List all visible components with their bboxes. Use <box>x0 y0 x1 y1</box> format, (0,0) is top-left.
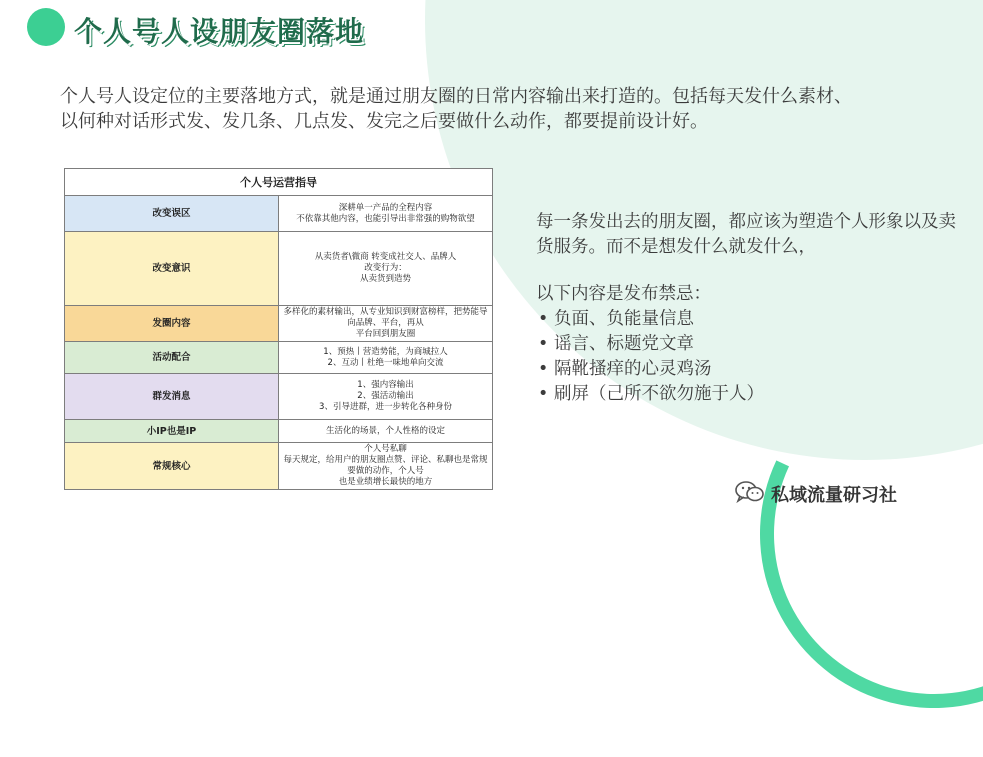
table-row <box>65 232 493 306</box>
title-dot-icon <box>27 8 65 46</box>
row-content <box>279 374 493 420</box>
row-content-line: 平台回到朋友圈 <box>355 329 416 339</box>
row-content <box>279 443 493 490</box>
watermark-text: 私域流量研习社 <box>771 485 897 506</box>
table-row <box>65 443 493 490</box>
guideline-paragraph: 每一条发出去的朋友圈，都应该为塑造个人形象以及卖货服务。而不是想发什么就发什么， <box>536 212 956 257</box>
table-row <box>65 420 493 443</box>
row-content-line: 从卖货到造势 <box>359 274 411 284</box>
row-content-line: 2、强活动输出 <box>357 391 414 401</box>
table-row <box>65 374 493 420</box>
table-title: 个人号运营指导 <box>65 169 493 196</box>
row-content <box>279 196 493 232</box>
row-content-line: 从卖货者\微商 转变成社交人、品牌人 <box>314 252 457 262</box>
page-title: 个人号人设朋友圈落地 <box>74 15 365 48</box>
row-label: 改变意识 <box>65 232 279 306</box>
list-item: • 隔靴搔痒的心灵鸡汤 <box>536 357 956 382</box>
row-content-line: 多样化的素材输出，从专业知识到财富榜样，把势能导向品牌、平台，再从 <box>283 307 488 328</box>
row-label: 活动配合 <box>65 342 279 374</box>
row-content-line: 2、互动丨杜绝一味地单向交流 <box>327 357 444 368</box>
table-row <box>65 306 493 342</box>
row-content <box>279 420 493 443</box>
row-label: 发圈内容 <box>65 306 279 342</box>
list-item: • 谣言、标题党文章 <box>536 332 956 357</box>
intro-line-2: 以何种对话形式发、发几条、几点发、发完之后要做什么动作，都要提前设计好。 <box>60 111 708 132</box>
row-content-line: 改变行为： <box>364 263 407 273</box>
row-content-line: 1、强内容输出 <box>357 380 414 390</box>
taboo-title: 以下内容是发布禁忌： <box>536 284 711 304</box>
taboo-list <box>536 307 956 407</box>
table-row <box>65 342 493 374</box>
row-content-line: 也是业绩增长最快的地方 <box>338 477 433 487</box>
row-content-line: 每天规定，给用户的朋友圈点赞、评论、私聊也是常规要做的动作，个人号 <box>283 455 488 476</box>
row-content-line: 个人号私聊 <box>364 444 407 454</box>
list-item: • 负面、负能量信息 <box>536 307 956 332</box>
row-content <box>279 342 493 374</box>
row-content-line: 生活化的场景，个人性格的设定 <box>325 425 445 436</box>
row-content-line: 1、预热丨营造势能，为商城拉人 <box>323 346 448 357</box>
row-label: 群发消息 <box>65 374 279 420</box>
row-content-line: 3、引导进群，进一步转化各种身份 <box>319 402 452 412</box>
row-content-line: 深耕单一产品的全程内容 <box>338 202 433 213</box>
table-row <box>65 196 493 232</box>
taboo-section <box>536 210 956 407</box>
operation-guide-table-wrap <box>64 168 493 490</box>
row-content-line: 不依靠其他内容，也能引导出非常强的购物欲望 <box>296 213 475 224</box>
list-item: • 刷屏（己所不欲勿施于人） <box>536 382 956 407</box>
intro-paragraph <box>60 84 940 134</box>
row-label: 小IP也是IP <box>65 420 279 443</box>
operation-guide-table <box>64 168 493 490</box>
row-label: 改变误区 <box>65 196 279 232</box>
wechat-watermark <box>735 480 897 508</box>
intro-line-1: 个人号人设定位的主要落地方式，就是通过朋友圈的日常内容输出来打造的。包括每天发什么素材、 <box>60 86 852 107</box>
row-content <box>279 232 493 306</box>
row-content <box>279 306 493 342</box>
wechat-icon <box>735 480 765 508</box>
row-label: 常规核心 <box>65 443 279 490</box>
